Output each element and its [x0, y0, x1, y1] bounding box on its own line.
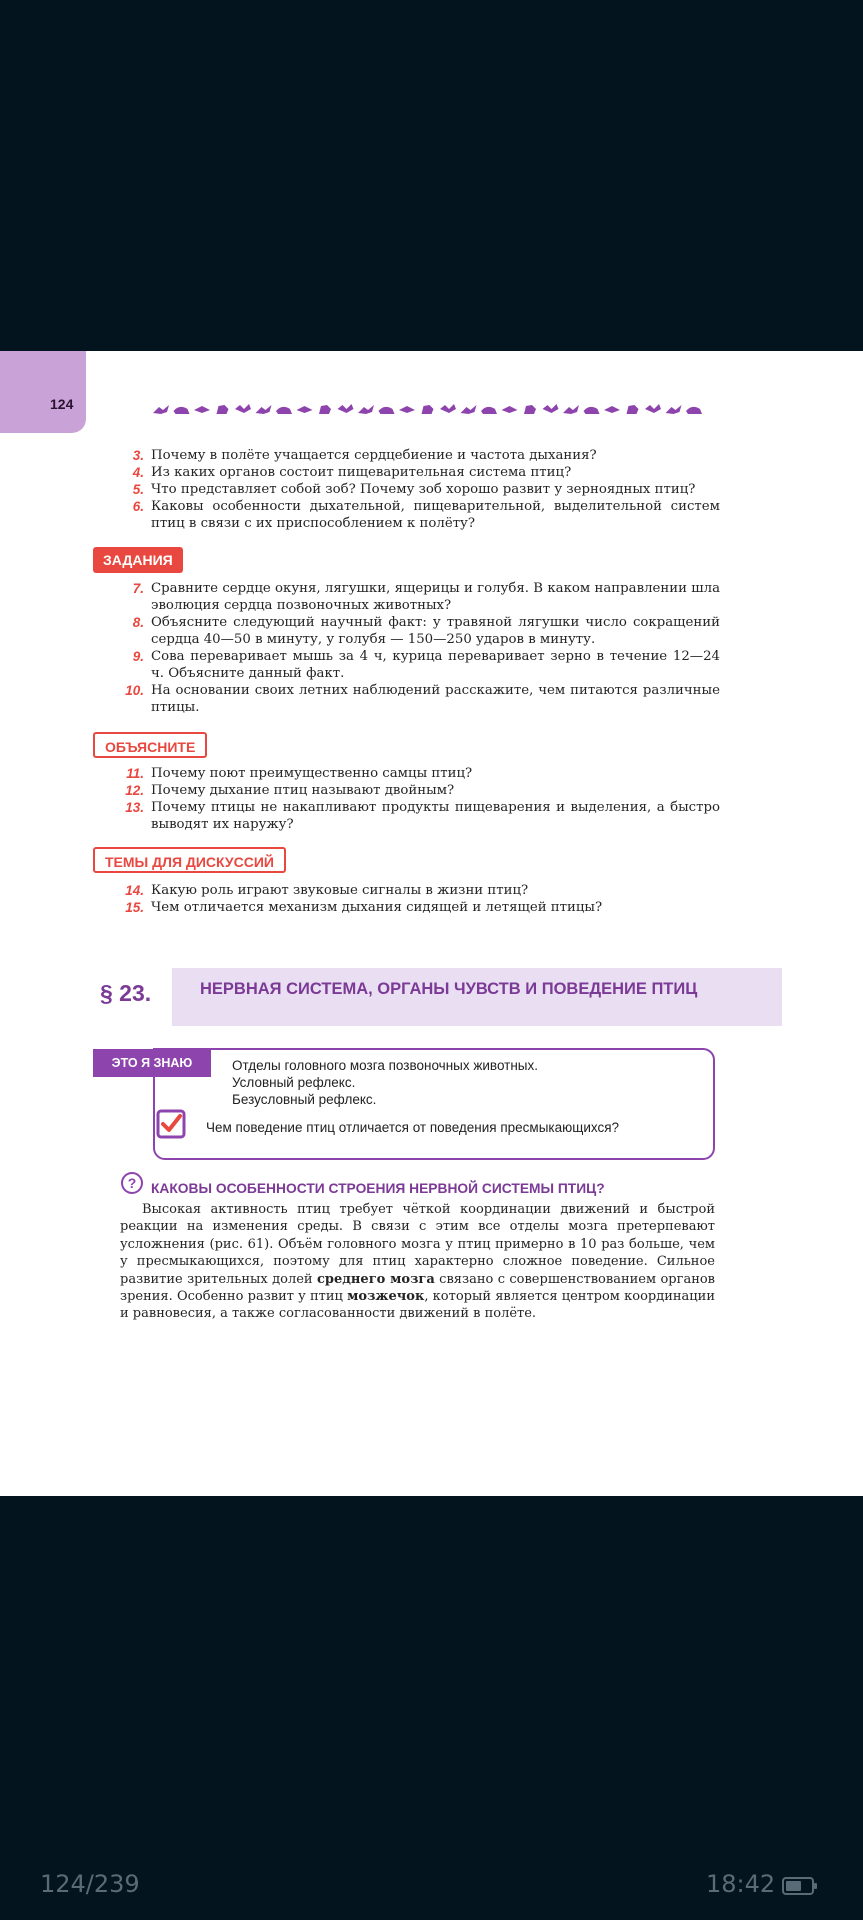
question-text: Объясните следующий научный факт: у травяной лягушки число сокращений сердца 40—50 в минуту, у голубя — 150—250 ударов в минуту. — [151, 615, 720, 647]
question-text: Чем отличается механизм дыхания сидящей и летящей птицы? — [151, 900, 603, 915]
animal-silhouettes-decoration — [153, 399, 715, 417]
question-text: Почему птицы не накапливают продукты пищеварения и выделения, а быстро выводят их наружу? — [151, 800, 720, 832]
question-number: 4. — [132, 465, 144, 480]
animal-silhouette — [666, 405, 682, 414]
animal-silhouette — [194, 406, 210, 413]
known-fact-line: Отделы головного мозга позвоночных животных. — [232, 1058, 539, 1073]
question-item — [100, 580, 720, 614]
discuss-list — [100, 882, 720, 916]
question-item — [100, 648, 720, 682]
question-item — [100, 481, 720, 498]
page-number: 124 — [50, 396, 74, 412]
explain-label: ОБЪЯСНИТЕ — [93, 732, 207, 758]
body-paragraph — [120, 1201, 715, 1323]
animal-silhouette — [524, 405, 536, 414]
question-text: Что представляет собой зоб? Почему зоб хорошо развит у зерноядных птиц? — [151, 482, 696, 497]
animal-silhouette — [399, 406, 415, 413]
animal-silhouette — [256, 405, 272, 414]
question-text: Почему дыхание птиц называют двойным? — [151, 783, 455, 798]
animal-silhouette — [461, 405, 477, 414]
subsection-heading: КАКОВЫ ОСОБЕННОСТИ СТРОЕНИЯ НЕРВНОЙ СИСТЕМЫ ПТИЦ? — [151, 1181, 605, 1196]
known-facts-question: Чем поведение птиц отличается от поведения пресмыкающихся? — [206, 1120, 620, 1135]
known-fact-line: Условный рефлекс. — [232, 1075, 356, 1090]
paragraph-text: , который является центром координации и равновесия, а также согласованности движений в полёте. — [120, 1289, 715, 1322]
known-facts-label: ЭТО Я ЗНАЮ — [93, 1049, 211, 1077]
animal-silhouette — [604, 406, 620, 413]
question-number: 14. — [125, 883, 144, 898]
animal-silhouette — [584, 407, 600, 414]
animal-silhouette — [502, 406, 518, 413]
svg-text:?: ? — [127, 1175, 137, 1191]
paragraph-text: связано с совершенствованием органов зрения. Особенно развит у птиц — [120, 1271, 715, 1305]
question-mark-icon — [120, 1171, 144, 1195]
animal-silhouette — [174, 407, 190, 414]
textbook-page — [0, 351, 863, 1496]
question-text: Какую роль играют звуковые сигналы в жизни птиц? — [151, 883, 529, 898]
animal-silhouette — [297, 406, 313, 413]
animal-silhouette — [543, 404, 559, 413]
animal-silhouette — [379, 407, 395, 414]
animal-silhouette — [481, 407, 497, 414]
checkbox-check-icon — [155, 1108, 187, 1140]
question-number: 5. — [132, 482, 144, 497]
section-title: НЕРВНАЯ СИСТЕМА, ОРГАНЫ ЧУВСТВ И ПОВЕДЕНИЕ ПТИЦ — [200, 980, 698, 998]
question-number: 7. — [132, 581, 144, 596]
question-number: 3. — [132, 448, 144, 463]
question-item — [100, 765, 720, 782]
question-item — [100, 882, 720, 899]
questions-list-a — [100, 447, 720, 532]
question-text: На основании своих летних наблюдений расскажите, чем питаются различные птицы. — [151, 683, 720, 715]
question-number: 10. — [125, 683, 144, 698]
question-item — [100, 614, 720, 648]
question-text: Почему в полёте учащается сердцебиение и частота дыхания? — [151, 448, 597, 463]
animal-silhouette — [563, 405, 579, 414]
animal-silhouette — [358, 405, 374, 414]
question-item — [100, 782, 720, 799]
question-item — [100, 799, 720, 833]
page-counter: 124/239 — [40, 1870, 140, 1898]
question-number: 9. — [132, 649, 144, 664]
animal-silhouette — [422, 405, 434, 414]
clock-time: 18:42 — [706, 1870, 776, 1898]
question-item — [100, 899, 720, 916]
page-number-tab — [0, 351, 86, 433]
animal-silhouette — [686, 407, 702, 414]
discuss-label: ТЕМЫ ДЛЯ ДИСКУССИЙ — [93, 847, 286, 873]
question-item — [100, 682, 720, 716]
animal-silhouette — [276, 407, 292, 414]
battery-icon — [782, 1877, 818, 1895]
animal-silhouette — [153, 405, 169, 414]
question-number: 6. — [132, 499, 144, 514]
question-text: Сова переваривает мышь за 4 ч, курица переваривает зерно в течение 12—24 ч. Объясните данный факт. — [151, 649, 720, 681]
question-text: Каковы особенности дыхательной, пищеварительной, выделительной систем птиц в связи с их приспособлением к полёту? — [151, 499, 720, 531]
animal-silhouette — [235, 404, 251, 413]
section-number: § 23. — [100, 980, 152, 1006]
known-facts-lines — [232, 1057, 538, 1108]
question-item — [100, 498, 720, 532]
question-text: Сравните сердце окуня, лягушки, ящерицы и голубя. В каком направлении шла эволюция сердца позвоночных животных? — [151, 581, 720, 613]
question-number: 15. — [125, 900, 144, 915]
question-number: 13. — [125, 800, 144, 815]
section-title-band — [172, 968, 782, 1026]
paragraph-text: Высокая активность птиц требует чёткой координации движений и быстрой реакции на изменения среды. В связи с этим все отделы мозга претерпевают усложнения (рис. 61). Объём головного мозга у птиц примерно в 10 раз больше, чем у пресмыкающихся, поэтому для птиц характерно сложное поведение. Сильное развитие зрительных долей — [120, 1202, 715, 1287]
tasks-list — [100, 580, 720, 716]
question-item — [100, 447, 720, 464]
tasks-label: ЗАДАНИЯ — [93, 547, 183, 573]
animal-silhouette — [217, 405, 229, 414]
explain-list — [100, 765, 720, 833]
animal-silhouette — [627, 405, 639, 414]
question-item — [100, 464, 720, 481]
term-midbrain: среднего мозга — [316, 1271, 435, 1287]
animal-silhouette — [338, 404, 354, 413]
question-text: Из каких органов состоит пищеварительная система птиц? — [151, 465, 572, 480]
animal-silhouette — [319, 405, 331, 414]
question-text: Почему поют преимущественно самцы птиц? — [151, 766, 473, 781]
animal-silhouette — [645, 404, 661, 413]
known-fact-line: Безусловный рефлекс. — [232, 1092, 377, 1107]
term-cerebellum: мозжечок — [347, 1289, 425, 1305]
question-number: 12. — [125, 783, 144, 798]
animal-silhouette — [440, 404, 456, 413]
question-number: 11. — [126, 766, 144, 781]
question-number: 8. — [132, 615, 144, 630]
